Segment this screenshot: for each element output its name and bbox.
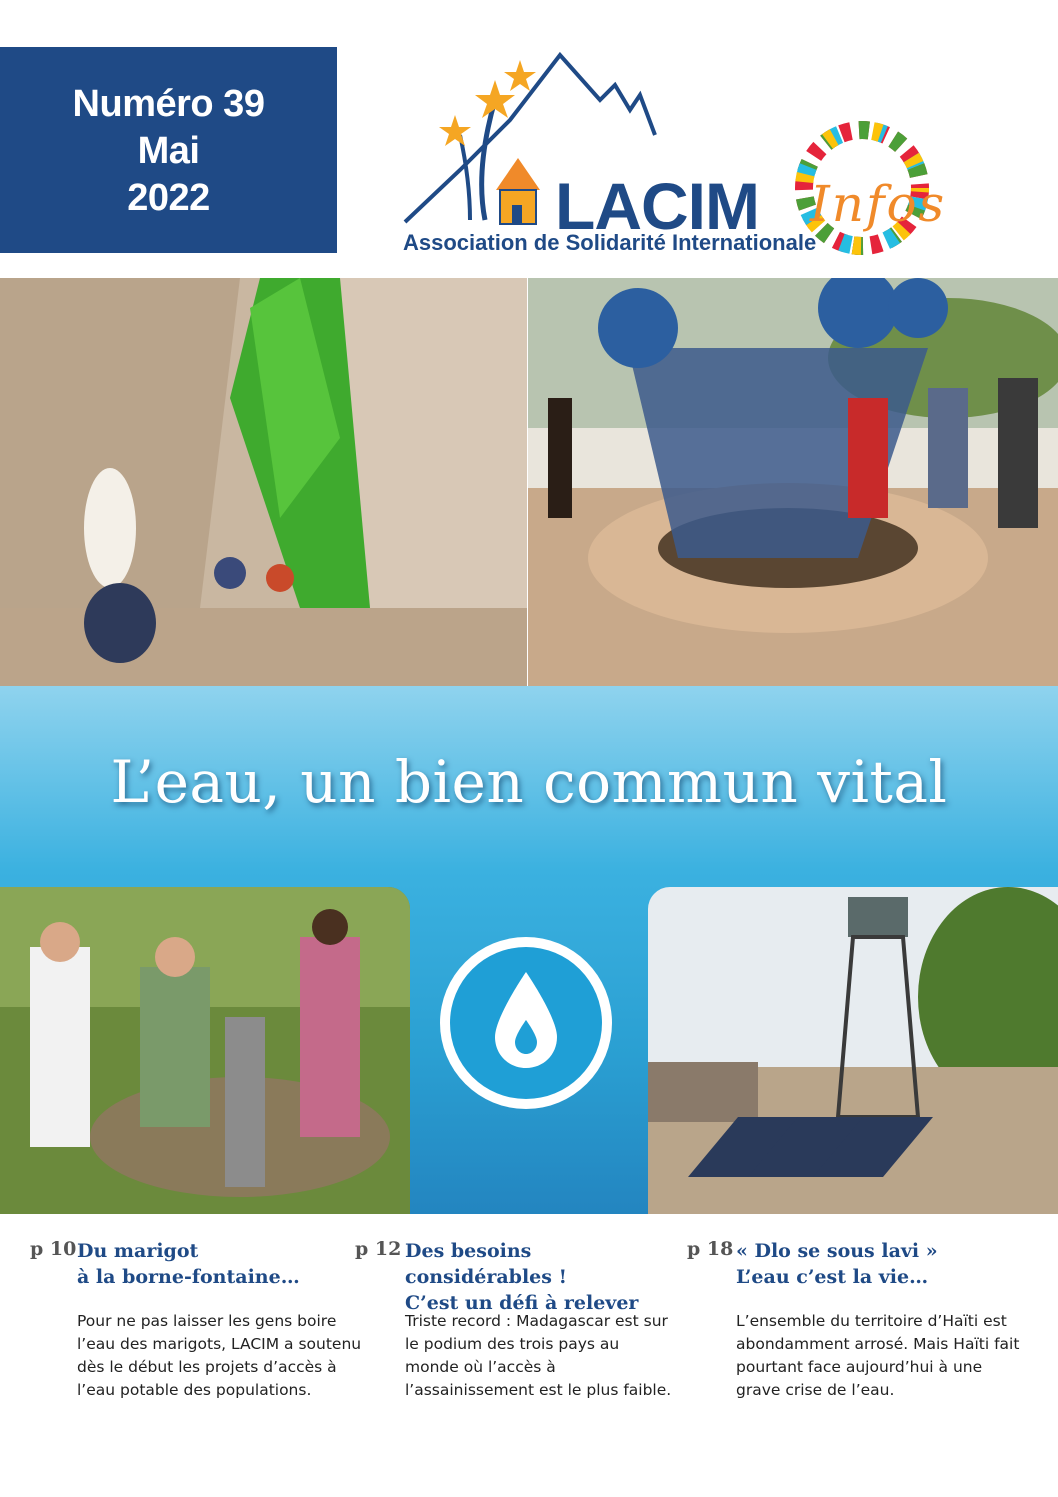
lacim-logo xyxy=(400,40,1000,265)
cover-headline: L’eau, un bien commun vital xyxy=(110,748,948,816)
page-reference: p 12 xyxy=(355,1238,402,1260)
issue-number: Numéro 39 xyxy=(72,83,265,125)
photo-well-winch xyxy=(528,278,1058,686)
photo-water-tower-solar xyxy=(648,887,1058,1214)
article-title: Du marigot à la borne-fontaine… xyxy=(77,1240,300,1288)
issue-month: Mai xyxy=(137,130,200,172)
page-reference: p 18 xyxy=(687,1238,734,1260)
logo-tagline: Association de Solidarité Internationale xyxy=(403,230,817,255)
issue-box xyxy=(0,47,337,253)
article-summary: L’ensemble du territoire d’Haïti est abondamment arrosé. Mais Haïti fait pourtant face aujourd’hui à une grave crise de l’eau. xyxy=(736,1312,1020,1399)
article-summary: Triste record : Madagascar est sur le podium des trois pays au monde où l’accès à l’assainissement est le plus faible. xyxy=(405,1312,672,1399)
photo-canyon-water xyxy=(0,278,527,686)
water-drop-icon xyxy=(435,932,617,1114)
article-summary: Pour ne pas laisser les gens boire l’eau des marigots, LACIM a soutenu dès le début les projets d’accès à l’eau potable des populations. xyxy=(77,1312,362,1399)
logo-name: LACIM xyxy=(555,169,759,243)
article-title: « Dlo se sous lavi » L’eau c’est la vie… xyxy=(736,1240,938,1288)
page-reference: p 10 xyxy=(30,1238,77,1260)
photo-hand-pump xyxy=(0,887,410,1214)
logo-suffix: Infos xyxy=(810,175,947,233)
article-title: Des besoins considérables ! C’est un défi à relever xyxy=(405,1240,639,1314)
issue-year: 2022 xyxy=(127,177,210,219)
